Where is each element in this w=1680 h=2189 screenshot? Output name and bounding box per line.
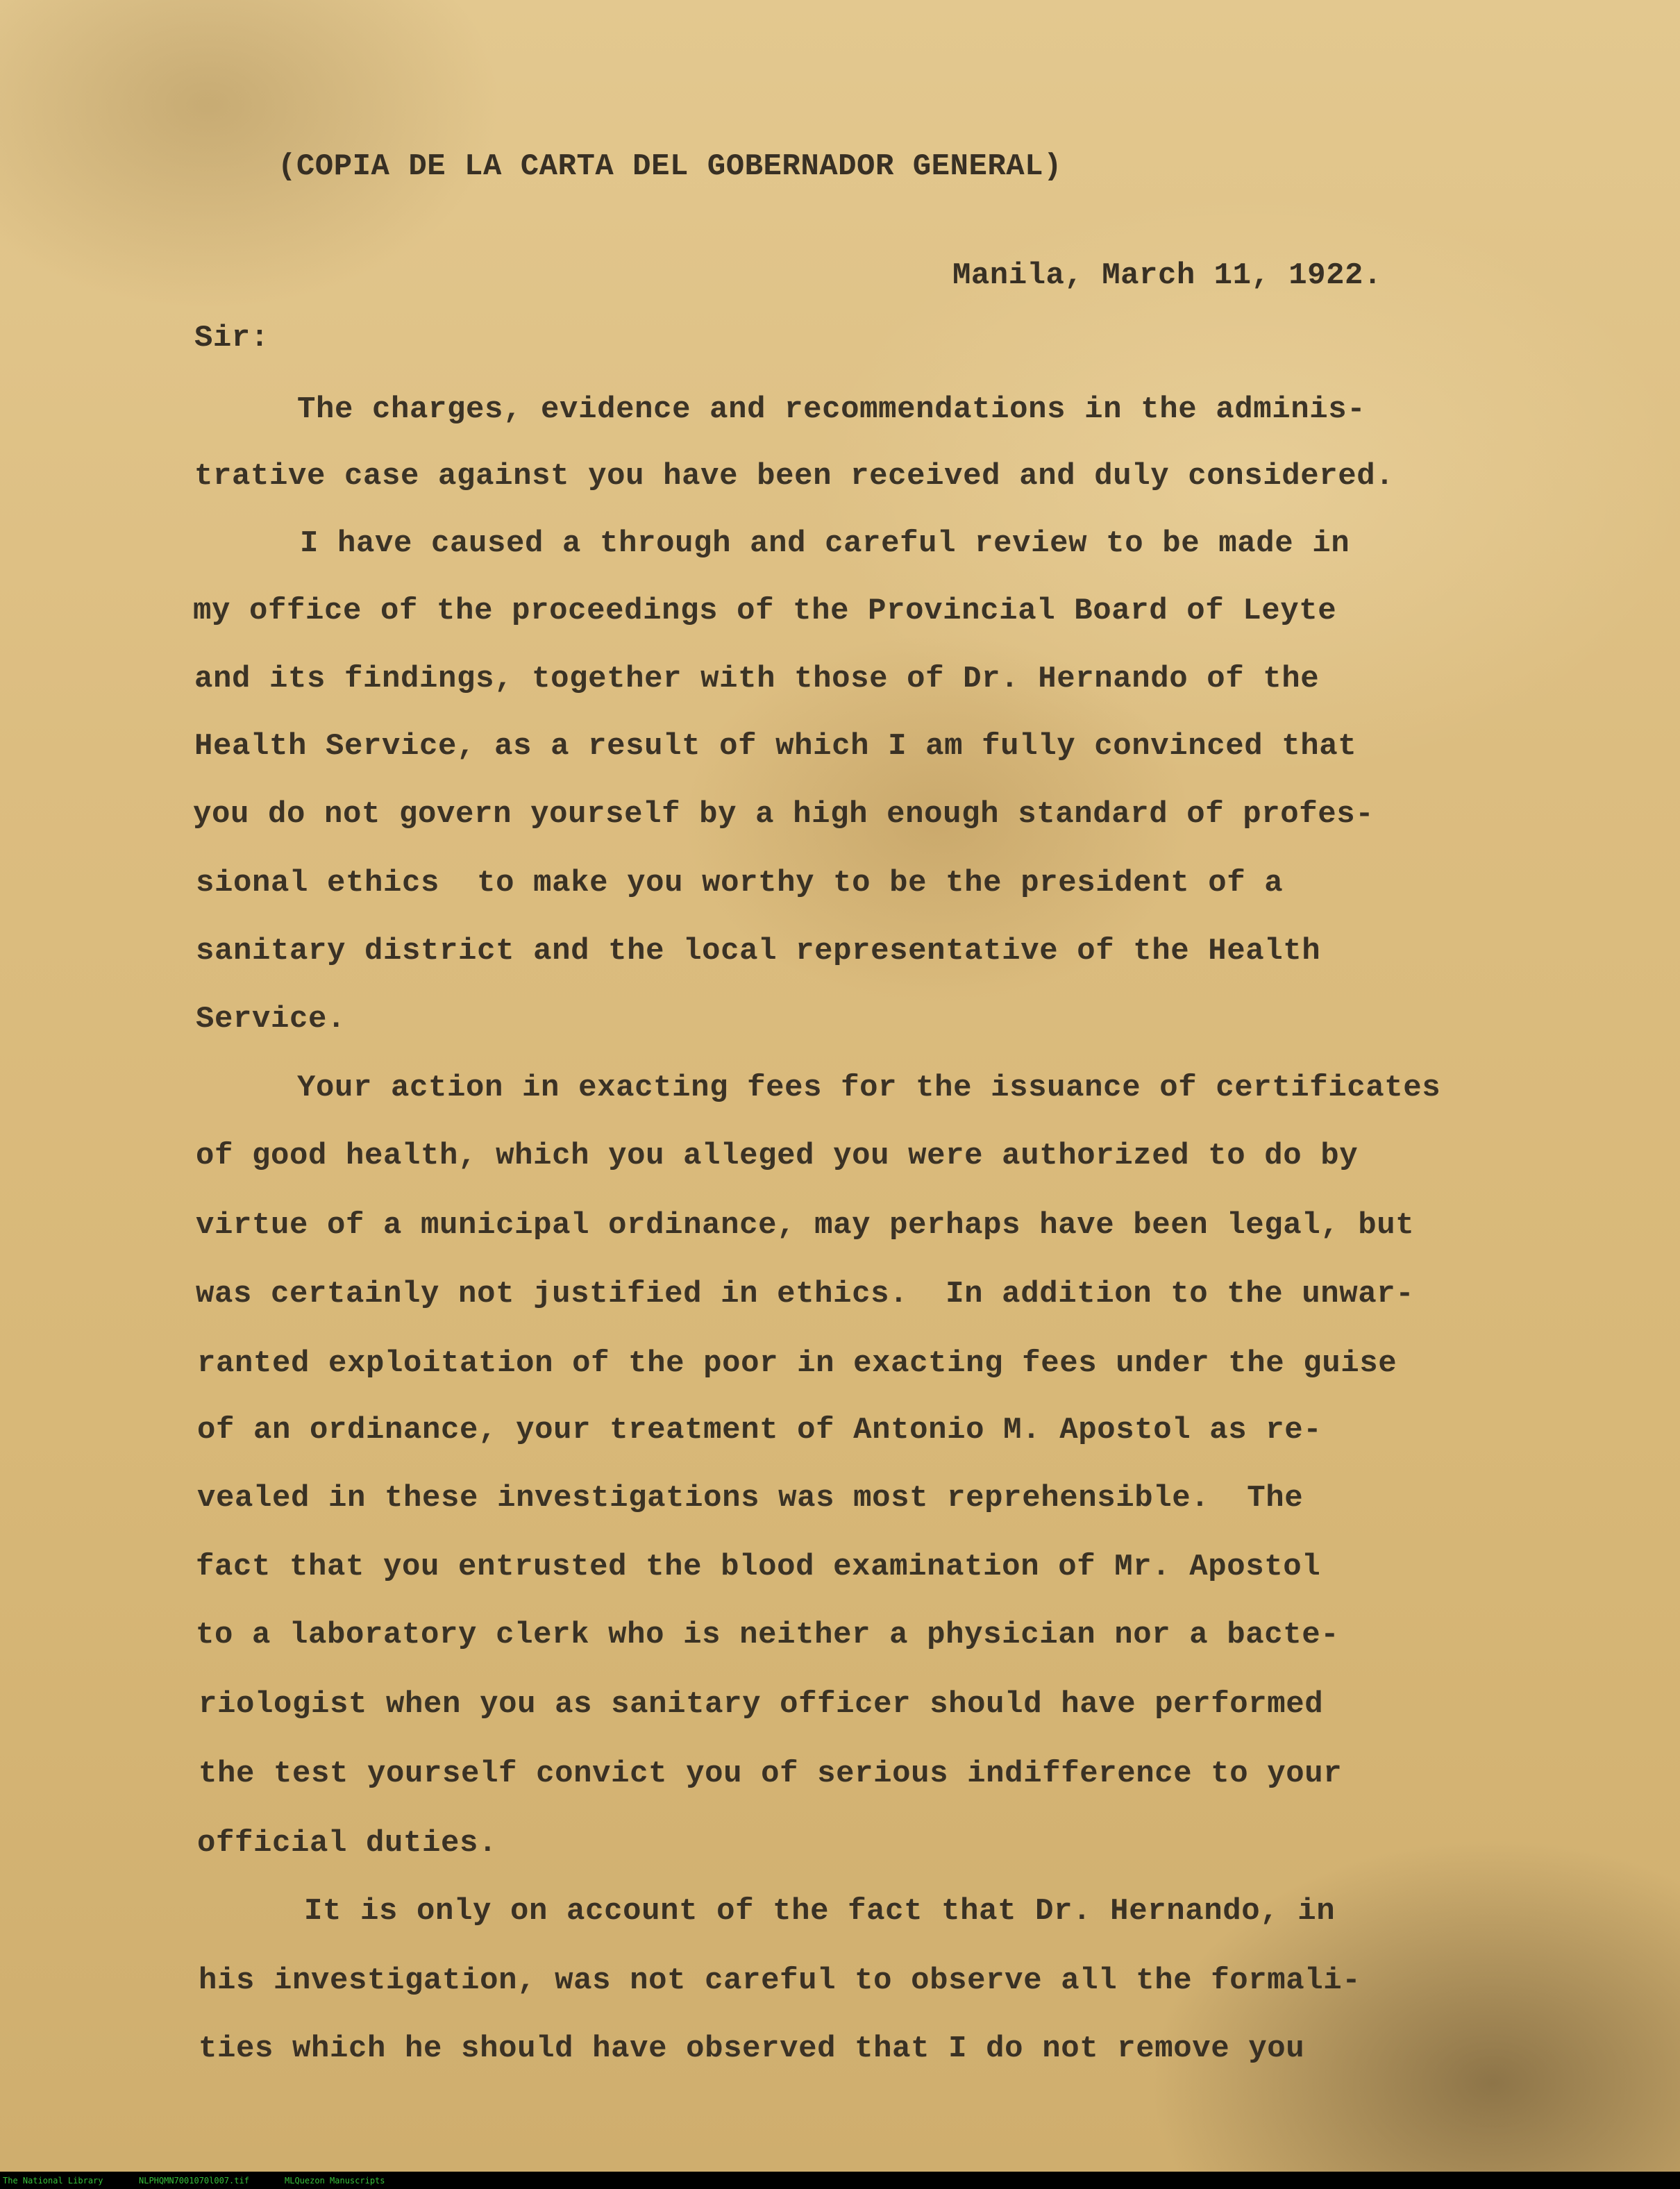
body-line: fact that you entrusted the blood examination of Mr. Apostol <box>196 1550 1321 1584</box>
body-line: of good health, which you alleged you were authorized to do by <box>196 1139 1359 1173</box>
letter-date: Manila, March 11, 1922. <box>952 258 1382 293</box>
body-line: you do not govern yourself by a high enough standard of profes- <box>193 797 1375 832</box>
footer-collection: MLQuezon Manuscripts <box>285 2176 385 2186</box>
archive-footer-bar <box>0 2172 1680 2189</box>
body-line: riologist when you as sanitary officer should have performed <box>199 1687 1324 1722</box>
body-line: ranted exploitation of the poor in exacting fees under the guise <box>197 1346 1397 1381</box>
letter-heading: (COPIA DE LA CARTA DEL GOBERNADOR GENERAL) <box>278 149 1062 184</box>
body-line: vealed in these investigations was most reprehensible. The <box>197 1481 1304 1516</box>
body-line: my office of the proceedings of the Provincial Board of Leyte <box>193 594 1337 628</box>
body-line: his investigation, was not careful to observe all the formali- <box>199 1963 1361 1998</box>
body-line: and its findings, together with those of Dr. Hernando of the <box>194 662 1320 696</box>
footer-library: The National Library <box>3 2176 103 2186</box>
body-line: official duties. <box>197 1826 498 1861</box>
body-line: to a laboratory clerk who is neither a physician nor a bacte- <box>196 1618 1340 1652</box>
body-line: It is only on account of the fact that Dr. Hernando, in <box>304 1894 1336 1929</box>
body-line: Service. <box>196 1002 346 1037</box>
body-line: sanitary district and the local representative of the Health <box>196 934 1321 968</box>
body-line: Your action in exacting fees for the issuance of certificates <box>297 1071 1441 1105</box>
body-line: of an ordinance, your treatment of Antonio M. Apostol as re- <box>197 1413 1322 1448</box>
body-line: trative case against you have been received and duly considered. <box>194 459 1395 494</box>
footer-file: NLPHQMN7001070l007.tif <box>139 2176 249 2186</box>
body-line: I have caused a through and careful review to be made in <box>300 526 1350 561</box>
body-line: the test yourself convict you of serious indifference to your <box>199 1756 1343 1791</box>
body-line: The charges, evidence and recommendations in the adminis- <box>297 392 1366 427</box>
body-line: ties which he should have observed that I do not remove you <box>199 2031 1305 2066</box>
body-line: was certainly not justified in ethics. In addition to the unwar- <box>196 1277 1415 1311</box>
letter-salutation: Sir: <box>194 321 269 355</box>
body-line: sional ethics to make you worthy to be the president of a <box>196 866 1284 900</box>
body-line: virtue of a municipal ordinance, may perhaps have been legal, but <box>196 1208 1415 1243</box>
body-line: Health Service, as a result of which I am fully convinced that <box>194 729 1357 764</box>
